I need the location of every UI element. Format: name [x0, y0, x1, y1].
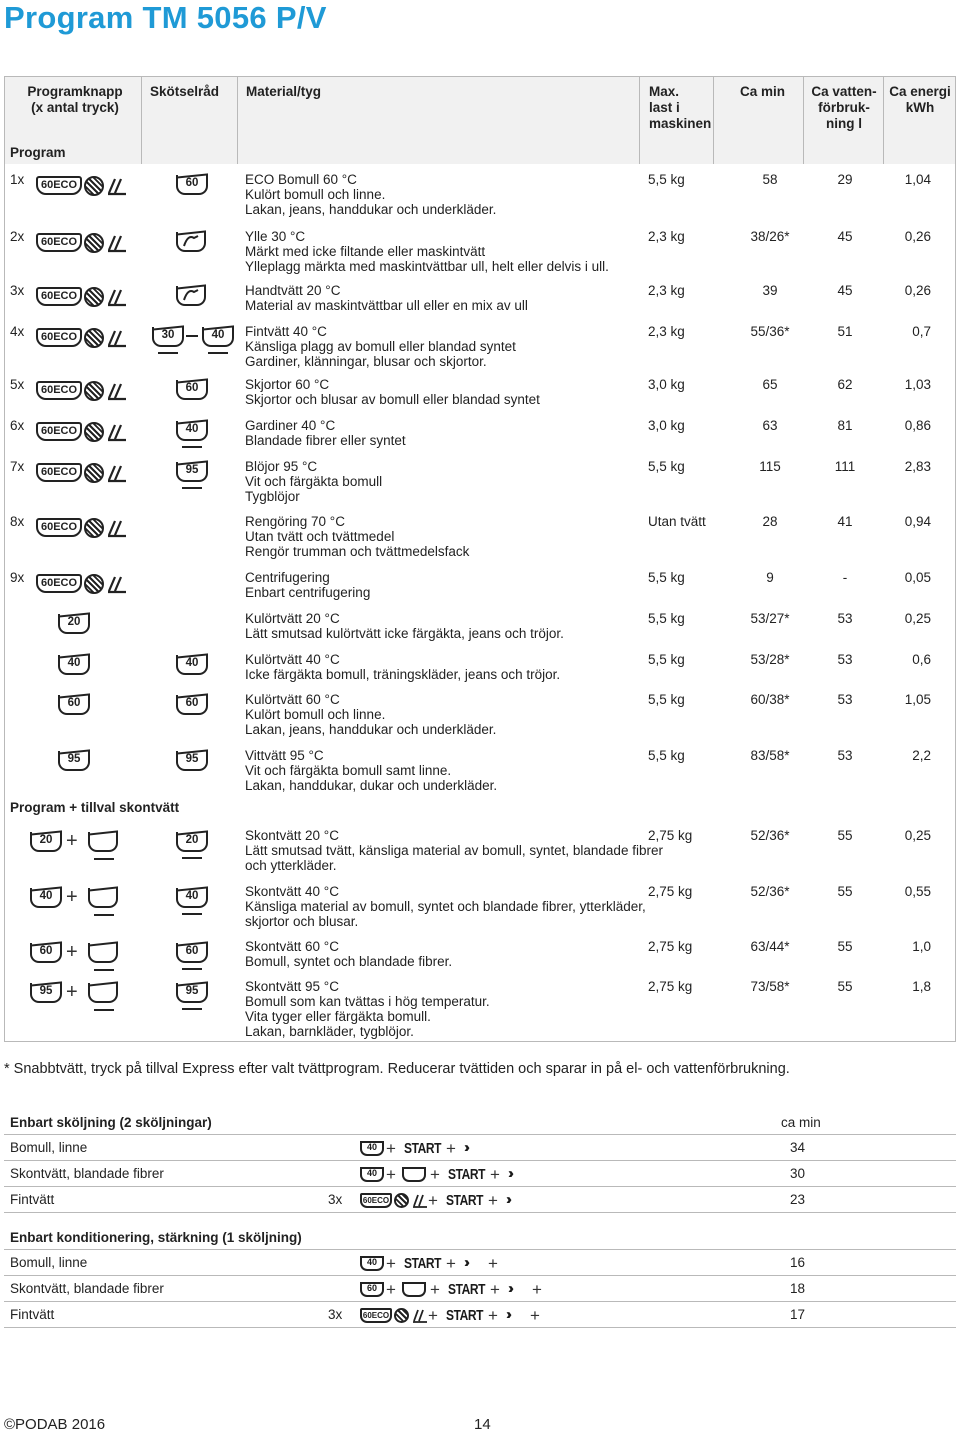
- footnote: * Snabbtvätt, tryck på tillval Express efter valt tvättprogram. Reducerar tvättiden och sparar in på el- och vattenförbrukning.: [4, 1061, 790, 1077]
- wool-care-icon: [176, 232, 206, 252]
- value-load: 5,5 kg: [648, 459, 685, 474]
- header-energy: Ca energi kWh: [889, 84, 951, 115]
- care-temperature-icon: 95: [176, 983, 208, 1003]
- start-icon: START: [448, 1281, 486, 1298]
- header-water: Ca vatten- förbruk- ning l: [811, 84, 877, 131]
- value-water: 81: [837, 418, 853, 433]
- eco-label: 60ECO: [36, 381, 82, 400]
- value-energy: 0,6: [912, 652, 931, 667]
- hand-wash-care-icon: [176, 286, 206, 306]
- value-load: Utan tvätt: [648, 514, 706, 529]
- gentle-bar-icon: [182, 1008, 202, 1010]
- value-energy: 0,25: [904, 611, 931, 626]
- program-name: Vittvätt 95 °C: [245, 748, 324, 763]
- wool-icon: [394, 1193, 409, 1208]
- plus-icon: +: [530, 1306, 540, 1325]
- value-energy: 0,25: [904, 828, 931, 843]
- plus-icon: +: [66, 981, 78, 1003]
- rinse-row-name: Skontvätt, blandade fibrer: [10, 1281, 164, 1296]
- value-water: 29: [837, 172, 853, 187]
- wool-icon: [84, 328, 104, 348]
- program-name: Handtvätt 20 °C: [245, 283, 341, 298]
- eco-label: 60ECO: [36, 328, 82, 347]
- rinse-row-name: Fintvätt: [10, 1307, 55, 1322]
- value-energy: 1,05: [904, 692, 931, 707]
- program-description: Utan tvätt och tvättmedel: [245, 529, 395, 544]
- program-description: Ylleplagg märkta med maskintvättbar ull, helt eller delvis i ull.: [245, 259, 609, 274]
- temperature-icon: 20: [58, 614, 90, 634]
- hand-wash-icon: [106, 421, 126, 443]
- care-temperature-icon: 30: [152, 327, 184, 347]
- value-water: 53: [837, 652, 853, 667]
- value-water: 62: [837, 377, 853, 392]
- program-name: Blöjor 95 °C: [245, 459, 318, 474]
- row-divider: [4, 1327, 956, 1328]
- gentle-bar-icon: [158, 352, 178, 354]
- program-name: Rengöring 70 °C: [245, 514, 345, 529]
- value-load: 5,5 kg: [648, 611, 685, 626]
- row-divider: [4, 1249, 956, 1250]
- header-care: Skötselråd: [150, 84, 220, 99]
- row-divider: [4, 1212, 956, 1213]
- program-description: Känsliga plagg av bomull eller blandad syntet: [245, 339, 516, 354]
- eco-label: 60ECO: [36, 287, 82, 306]
- program-name: Skontvätt 95 °C: [245, 979, 339, 994]
- value-energy: 0,55: [904, 884, 931, 899]
- value-water: 55: [837, 939, 853, 954]
- header-minutes: Ca min: [740, 84, 786, 99]
- value-min: 52/36*: [750, 884, 790, 899]
- page-title: Program TM 5056 P/V: [4, 0, 327, 35]
- eco-label: 60ECO: [36, 574, 82, 593]
- header-program: Program: [10, 145, 66, 160]
- temperature-icon: 40: [58, 655, 90, 675]
- program-description: Vit och färgäkta bomull: [245, 474, 383, 489]
- press-count: 8x: [10, 514, 25, 529]
- value-load: 5,5 kg: [648, 570, 685, 585]
- value-water: 53: [837, 611, 853, 626]
- program-button-icon[interactable]: [36, 327, 126, 349]
- plus-icon: +: [488, 1254, 498, 1273]
- value-min: 53/27*: [750, 611, 790, 626]
- value-load: 2,75 kg: [648, 979, 693, 994]
- program-name: Gardiner 40 °C: [245, 418, 336, 433]
- program-description: Material av maskintvättbar ull eller en mix av ull: [245, 298, 528, 313]
- program-name: Skontvätt 60 °C: [245, 939, 339, 954]
- value-min: 53/28*: [750, 652, 790, 667]
- program-button-icon[interactable]: [36, 573, 126, 595]
- value-energy: 2,2: [912, 748, 931, 763]
- eco-label: 60ECO: [360, 1308, 392, 1323]
- temperature-icon: 40: [360, 1141, 384, 1156]
- press-count: 2x: [10, 229, 25, 244]
- value-min: 115: [759, 459, 781, 474]
- plus-icon: +: [430, 1165, 440, 1184]
- program-description: Märkt med icke filtande eller maskintvätt: [245, 244, 486, 259]
- value-water: -: [842, 570, 848, 585]
- hand-wash-icon: [106, 175, 126, 197]
- press-count: 3x: [328, 1307, 343, 1322]
- temperature-icon: 60: [30, 943, 62, 963]
- program-button-icon[interactable]: [36, 232, 126, 254]
- program-description: Lakan, barnkläder, tygblöjor.: [245, 1024, 414, 1039]
- value-load: 5,5 kg: [648, 748, 685, 763]
- gentle-bar-icon: [182, 913, 202, 915]
- program-button-icon[interactable]: [36, 421, 126, 443]
- temperature-icon: 95: [58, 751, 90, 771]
- fast-forward-icon: ››: [506, 1191, 508, 1208]
- program-description: skjortor och blusar.: [245, 914, 359, 929]
- rinse-minutes: 23: [790, 1192, 806, 1207]
- temperature-icon: 60: [360, 1282, 384, 1297]
- value-water: 111: [834, 459, 856, 474]
- value-water: 41: [837, 514, 853, 529]
- care-temperature-icon: 95: [176, 462, 208, 482]
- value-energy: 1,04: [904, 172, 931, 187]
- hand-wash-icon: [106, 517, 126, 539]
- plus-icon: +: [446, 1254, 456, 1273]
- program-description: Vit och färgäkta bomull samt linne.: [245, 763, 452, 778]
- gentle-bar-icon: [182, 487, 202, 489]
- press-count: 6x: [10, 418, 25, 433]
- gentle-bar-icon: [94, 914, 114, 916]
- rinse-minutes: 17: [790, 1307, 806, 1322]
- fast-forward-icon: ››: [508, 1165, 510, 1182]
- skontvatt-icon: [88, 888, 118, 908]
- eco-label: 60ECO: [36, 518, 82, 537]
- gentle-bar-icon: [208, 352, 228, 354]
- temperature-icon: 60: [58, 695, 90, 715]
- program-description: Lätt smutsad tvätt, känsliga material av bomull, syntet, blandade fibrer: [245, 843, 663, 858]
- care-temperature-icon: 60: [176, 175, 208, 195]
- plus-icon: +: [532, 1280, 542, 1299]
- value-min: 63: [762, 418, 778, 433]
- row-divider: [4, 1301, 956, 1302]
- plus-icon: +: [446, 1139, 456, 1158]
- program-description: och ytterkläder.: [245, 858, 337, 873]
- program-name: Skontvätt 40 °C: [245, 884, 339, 899]
- program-description: Lakan, jeans, handdukar och underkläder.: [245, 722, 497, 737]
- hand-wash-icon: [106, 327, 126, 349]
- plus-icon: +: [66, 941, 78, 963]
- rinse-minutes: 16: [790, 1255, 806, 1270]
- value-energy: 2,83: [904, 459, 931, 474]
- press-count: 3x: [328, 1192, 343, 1207]
- start-icon: START: [404, 1255, 442, 1272]
- value-min: 38/26*: [750, 229, 790, 244]
- row-divider: [4, 1160, 956, 1161]
- header-program-button: Programknapp (x antal tryck): [27, 84, 123, 115]
- program-description: Vita tyger eller färgäkta bomull.: [245, 1009, 431, 1024]
- press-count: 3x: [10, 283, 25, 298]
- program-name: Skjortor 60 °C: [245, 377, 330, 392]
- program-name: ECO Bomull 60 °C: [245, 172, 357, 187]
- hand-wash-icon: [106, 462, 126, 484]
- press-count: 4x: [10, 324, 25, 339]
- start-icon: START: [404, 1140, 442, 1157]
- value-energy: 0,86: [904, 418, 931, 433]
- value-min: 73/58*: [750, 979, 790, 994]
- fast-forward-icon: ››: [464, 1139, 466, 1156]
- program-name: Kulörtvätt 20 °C: [245, 611, 340, 626]
- cond-title: Enbart konditionering, stärkning (1 sköljning): [10, 1230, 302, 1245]
- value-min: 63/44*: [750, 939, 790, 954]
- gentle-bar-icon: [182, 857, 202, 859]
- page-number: 14: [474, 1416, 491, 1433]
- plus-icon: +: [386, 1280, 396, 1299]
- value-min: 28: [762, 514, 778, 529]
- value-min: 65: [762, 377, 778, 392]
- press-count: 5x: [10, 377, 25, 392]
- value-load: 2,3 kg: [648, 229, 685, 244]
- program-button-icon[interactable]: [36, 175, 126, 197]
- care-temperature-icon: 40: [176, 888, 208, 908]
- gentle-bar-icon: [182, 968, 202, 970]
- temperature-icon: 95: [30, 983, 62, 1003]
- eco-label: 60ECO: [36, 176, 82, 195]
- skontvatt-icon: [88, 832, 118, 852]
- wool-icon: [394, 1308, 409, 1323]
- fast-forward-icon: ››: [508, 1280, 510, 1297]
- eco-label: 60ECO: [36, 233, 82, 252]
- copyright: ©PODAB 2016: [4, 1416, 106, 1433]
- eco-label: 60ECO: [36, 463, 82, 482]
- program-button-icon[interactable]: [36, 380, 126, 402]
- value-energy: 0,05: [904, 570, 931, 585]
- fast-forward-icon: ››: [464, 1254, 466, 1271]
- value-min: 39: [762, 283, 778, 298]
- header-material: Material/tyg: [246, 84, 322, 99]
- program-description: Bomull, syntet och blandade fibrer.: [245, 954, 453, 969]
- rinse-title: Enbart sköljning (2 sköljningar): [10, 1115, 212, 1130]
- value-load: 5,5 kg: [648, 172, 685, 187]
- care-temperature-icon: 40: [202, 327, 234, 347]
- start-icon: START: [446, 1307, 484, 1324]
- press-count: 9x: [10, 570, 25, 585]
- plus-icon: +: [386, 1139, 396, 1158]
- program-description: Kulört bomull och linne.: [245, 707, 386, 722]
- plus-icon: +: [490, 1280, 500, 1299]
- plus-icon: +: [386, 1254, 396, 1273]
- rinse-minutes: 34: [790, 1140, 806, 1155]
- value-water: 45: [837, 283, 853, 298]
- skontvatt-icon: [402, 1282, 426, 1297]
- rinse-minutes: 30: [790, 1166, 806, 1181]
- value-energy: 1,03: [904, 377, 931, 392]
- rinse-row-name: Fintvätt: [10, 1192, 55, 1207]
- value-load: 5,5 kg: [648, 692, 685, 707]
- program-name: Fintvätt 40 °C: [245, 324, 327, 339]
- eco-label: 60ECO: [36, 422, 82, 441]
- value-energy: 1,8: [912, 979, 931, 994]
- row-divider: [4, 1275, 956, 1276]
- value-water: 53: [837, 692, 853, 707]
- plus-icon: +: [488, 1191, 498, 1210]
- program-description: Kulört bomull och linne.: [245, 187, 386, 202]
- gentle-bar-icon: [94, 1009, 114, 1011]
- value-min: 58: [762, 172, 778, 187]
- hand-wash-icon: [106, 232, 126, 254]
- rinse-row-name: Skontvätt, blandade fibrer: [10, 1166, 164, 1181]
- wool-icon: [84, 422, 104, 442]
- plus-icon: +: [430, 1280, 440, 1299]
- hand-wash-icon: [412, 1192, 428, 1209]
- section-title-skontvatt: Program + tillval skontvätt: [10, 800, 180, 815]
- program-button-icon[interactable]: [36, 517, 126, 539]
- rinse-row-name: Bomull, linne: [10, 1140, 88, 1155]
- value-load: 3,0 kg: [648, 418, 685, 433]
- program-button-icon[interactable]: [36, 462, 126, 484]
- wool-icon: [84, 381, 104, 401]
- start-icon: START: [448, 1166, 486, 1183]
- plus-icon: +: [386, 1165, 396, 1184]
- plus-icon: +: [428, 1191, 438, 1210]
- plus-icon: +: [66, 886, 78, 908]
- plus-icon: +: [66, 830, 78, 852]
- press-count: 7x: [10, 459, 25, 474]
- value-load: 2,3 kg: [648, 283, 685, 298]
- row-divider: [4, 1134, 956, 1135]
- program-description: Gardiner, klänningar, blusar och skjortor.: [245, 354, 487, 369]
- start-icon: START: [446, 1192, 484, 1209]
- ca-min-label: ca min: [781, 1115, 821, 1130]
- wool-icon: [84, 176, 104, 196]
- value-water: 51: [837, 324, 853, 339]
- rinse-minutes: 18: [790, 1281, 806, 1296]
- value-water: 53: [837, 748, 853, 763]
- program-name: Skontvätt 20 °C: [245, 828, 339, 843]
- gentle-bar-icon: [94, 858, 114, 860]
- value-water: 55: [837, 828, 853, 843]
- skontvatt-icon: [88, 983, 118, 1003]
- program-name: Ylle 30 °C: [245, 229, 306, 244]
- wool-icon: [84, 518, 104, 538]
- header-max-load: Max. last i maskinen: [649, 84, 712, 131]
- program-name: Kulörtvätt 40 °C: [245, 652, 340, 667]
- value-load: 2,3 kg: [648, 324, 685, 339]
- hand-wash-icon: [412, 1307, 428, 1324]
- plus-icon: +: [428, 1306, 438, 1325]
- care-temperature-icon: 95: [176, 751, 208, 771]
- program-button-icon[interactable]: [36, 286, 126, 308]
- row-divider: [4, 1186, 956, 1187]
- care-temperature-icon: 60: [176, 943, 208, 963]
- value-load: 2,75 kg: [648, 884, 693, 899]
- temperature-icon: 40: [360, 1167, 384, 1182]
- wool-icon: [84, 233, 104, 253]
- program-description: Skjortor och blusar av bomull eller blandad syntet: [245, 392, 540, 407]
- program-description: Tygblöjor: [245, 489, 300, 504]
- press-count: 1x: [10, 172, 25, 187]
- program-description: Icke färgäkta bomull, träningskläder, jeans och tröjor.: [245, 667, 561, 682]
- program-name: Centrifugering: [245, 570, 330, 585]
- value-load: 2,75 kg: [648, 828, 693, 843]
- value-load: 3,0 kg: [648, 377, 685, 392]
- value-load: 5,5 kg: [648, 652, 685, 667]
- eco-label: 60ECO: [360, 1193, 392, 1208]
- value-energy: 1,0: [912, 939, 931, 954]
- plus-icon: +: [490, 1165, 500, 1184]
- value-min: 55/36*: [750, 324, 790, 339]
- value-min: 83/58*: [750, 748, 790, 763]
- program-description: Känsliga material av bomull, syntet och blandade fibrer, ytterkläder,: [245, 899, 646, 914]
- temperature-icon: 20: [30, 832, 62, 852]
- care-temperature-icon: 60: [176, 695, 208, 715]
- value-energy: 0,26: [904, 283, 931, 298]
- wool-icon: [84, 574, 104, 594]
- program-description: Bomull som kan tvättas i hög temperatur.: [245, 994, 490, 1009]
- gentle-bar-icon: [94, 969, 114, 971]
- fast-forward-icon: ››: [506, 1306, 508, 1323]
- hand-wash-icon: [106, 573, 126, 595]
- wool-icon: [84, 287, 104, 307]
- value-min: 52/36*: [750, 828, 790, 843]
- rinse-row-name: Bomull, linne: [10, 1255, 88, 1270]
- care-temperature-icon: 40: [176, 655, 208, 675]
- hand-wash-icon: [106, 380, 126, 402]
- value-water: 45: [837, 229, 853, 244]
- value-energy: 0,26: [904, 229, 931, 244]
- program-description: Enbart centrifugering: [245, 585, 371, 600]
- temperature-icon: 40: [30, 888, 62, 908]
- skontvatt-icon: [88, 943, 118, 963]
- value-water: 55: [837, 884, 853, 899]
- care-temperature-icon: 20: [176, 832, 208, 852]
- value-energy: 0,7: [912, 324, 931, 339]
- hand-wash-icon: [106, 286, 126, 308]
- program-description: Blandade fibrer eller syntet: [245, 433, 406, 448]
- program-description: Rengör trumman och tvättmedelsfack: [245, 544, 470, 559]
- temperature-icon: 40: [360, 1256, 384, 1271]
- dash-icon: [186, 335, 198, 337]
- program-description: Lakan, handdukar, dukar och underkläder.: [245, 778, 498, 793]
- value-load: 2,75 kg: [648, 939, 693, 954]
- plus-icon: +: [488, 1306, 498, 1325]
- skontvatt-icon: [402, 1167, 426, 1182]
- gentle-bar-icon: [182, 446, 202, 448]
- wool-icon: [84, 463, 104, 483]
- care-temperature-icon: 40: [176, 421, 208, 441]
- value-min: 60/38*: [750, 692, 790, 707]
- program-description: Lätt smutsad kulörtvätt icke färgäkta, jeans och tröjor.: [245, 626, 564, 641]
- value-energy: 0,94: [904, 514, 931, 529]
- care-temperature-icon: 60: [176, 380, 208, 400]
- program-description: Lakan, jeans, handdukar och underkläder.: [245, 202, 497, 217]
- value-water: 55: [837, 979, 853, 994]
- program-name: Kulörtvätt 60 °C: [245, 692, 340, 707]
- value-min: 9: [766, 570, 774, 585]
